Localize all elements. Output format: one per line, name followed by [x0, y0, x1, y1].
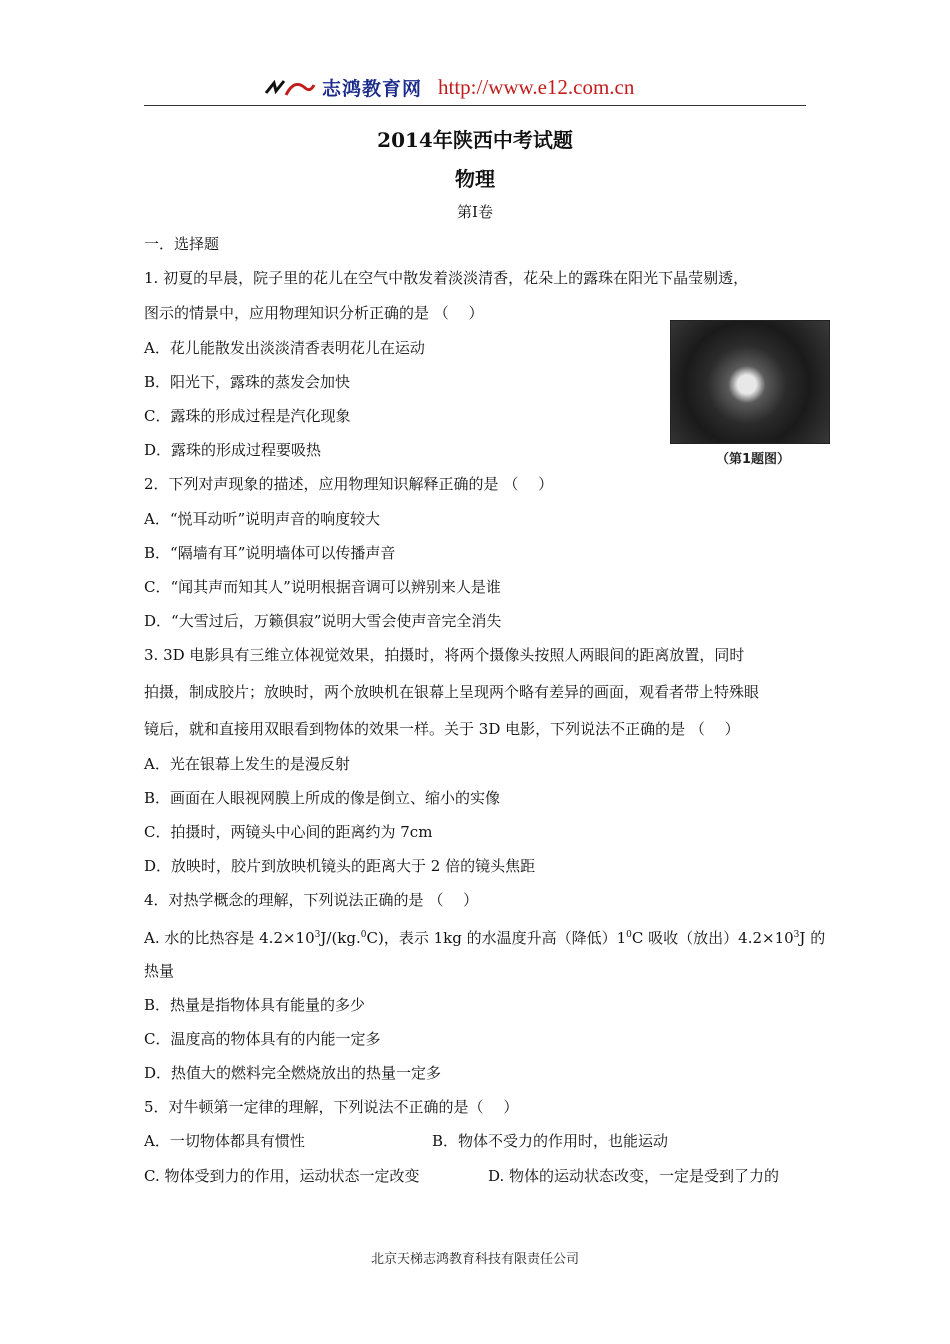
- q2-option-c: C．“闻其声而知其人”说明根据音调可以辨别来人是谁: [144, 578, 501, 596]
- q2-option-a: A．“悦耳动听”说明声音的响度较大: [144, 510, 381, 528]
- q5-option-d: D. 物体的运动状态改变，一定是受到了力的: [488, 1167, 780, 1185]
- q4-a-sup-3: 0: [626, 930, 632, 940]
- q4-a-part-5: J 的: [799, 929, 826, 947]
- q3-option-a: A．光在银幕上发生的是漫反射: [144, 755, 350, 773]
- site-logo: [264, 74, 634, 101]
- q4-a-part-3: C)，表示 1kg 的水温度升高（降低）1: [366, 929, 627, 947]
- page-footer: 北京天梯志鸿教育科技有限责任公司: [370, 1252, 579, 1267]
- q1-stem-line-2: 图示的情景中，应用物理知识分析正确的是 （ ）: [144, 304, 484, 322]
- q3-option-d: D．放映时，胶片到放映机镜头的距离大于 2 倍的镜头焦距: [144, 857, 536, 875]
- section-heading: 一．选择题: [144, 235, 220, 253]
- q5-stem: 5．对牛顿第一定律的理解，下列说法不正确的是（ ）: [144, 1098, 519, 1116]
- q1-option-d: D．露珠的形成过程要吸热: [144, 441, 322, 459]
- logo-text: 志鸿教育网: [322, 78, 423, 100]
- q1-option-b: B．阳光下，露珠的蒸发会加快: [144, 373, 351, 391]
- logo-icon: [264, 77, 316, 99]
- q1-stem-line-1: 1. 初夏的早晨，院子里的花儿在空气中散发着淡淡清香，花朵上的露珠在阳光下晶莹剔透，: [144, 269, 749, 287]
- header-divider: [144, 105, 806, 106]
- q3-option-b: B．画面在人眼视网膜上所成的像是倒立、缩小的实像: [144, 789, 501, 807]
- q5-option-c: C. 物体受到力的作用，运动状态一定改变: [144, 1167, 420, 1185]
- q4-a-part-1: A. 水的比热容是 4.2×10: [144, 929, 315, 947]
- q2-option-d: D．“大雪过后，万籁俱寂”说明大雪会使声音完全消失: [144, 612, 502, 630]
- q4-stem: 4．对热学概念的理解，下列说法正确的是 （ ）: [144, 891, 479, 909]
- page-header: [144, 68, 806, 108]
- q4-a-part-4: C 吸收（放出）4.2×10: [631, 929, 794, 947]
- site-url[interactable]: http://www.e12.com.cn: [438, 75, 635, 99]
- q4-a-sup-2: 0: [360, 930, 367, 940]
- exam-title: 2014年陕西中考试题: [377, 128, 573, 152]
- q3-stem-line-2: 拍摄，制成胶片；放映时，两个放映机在银幕上呈现两个略有差异的画面，观看者带上特殊眼: [144, 683, 760, 701]
- q1-figure-photo: [670, 320, 830, 444]
- q4-a-part-2: J/(kg.: [320, 929, 361, 947]
- q2-option-b: B．“隔墙有耳”说明墙体可以传播声音: [144, 544, 396, 562]
- q3-option-c: C．拍摄时，两镜头中心间的距离约为 7cm: [144, 823, 433, 841]
- q5-option-b: B．物体不受力的作用时，也能运动: [432, 1132, 669, 1150]
- q1-figure-caption: （第1题图）: [716, 452, 791, 467]
- q3-stem-line-1: 3. 3D 电影具有三维立体视觉效果，拍摄时，将两个摄像头按照人两眼间的距离放置，同时: [144, 646, 745, 664]
- q4-option-b: B．热量是指物体具有能量的多少: [144, 996, 366, 1014]
- q4-a-sup-4: 3: [793, 930, 800, 940]
- q4-option-a: [144, 925, 825, 948]
- q3-stem-line-3: 镜后，就和直接用双眼看到物体的效果一样。关于 3D 电影，下列说法不正确的是 （ ）: [144, 720, 740, 738]
- volume-label: 第Ⅰ卷: [457, 203, 493, 221]
- q1-option-a: A．花儿能散发出淡淡清香表明花儿在运动: [144, 339, 425, 357]
- q4-option-a-continued: 热量: [144, 962, 175, 980]
- subject-title: 物理: [455, 167, 495, 191]
- q4-option-c: C．温度高的物体具有的内能一定多: [144, 1030, 381, 1048]
- q5-option-a: A．一切物体都具有惯性: [144, 1132, 305, 1150]
- q2-stem: 2．下列对声现象的描述，应用物理知识解释正确的是 （ ）: [144, 475, 554, 493]
- q4-a-sup-1: 3: [314, 930, 321, 940]
- q4-option-d: D．热值大的燃料完全燃烧放出的热量一定多: [144, 1064, 442, 1082]
- q1-option-c: C．露珠的形成过程是汽化现象: [144, 407, 351, 425]
